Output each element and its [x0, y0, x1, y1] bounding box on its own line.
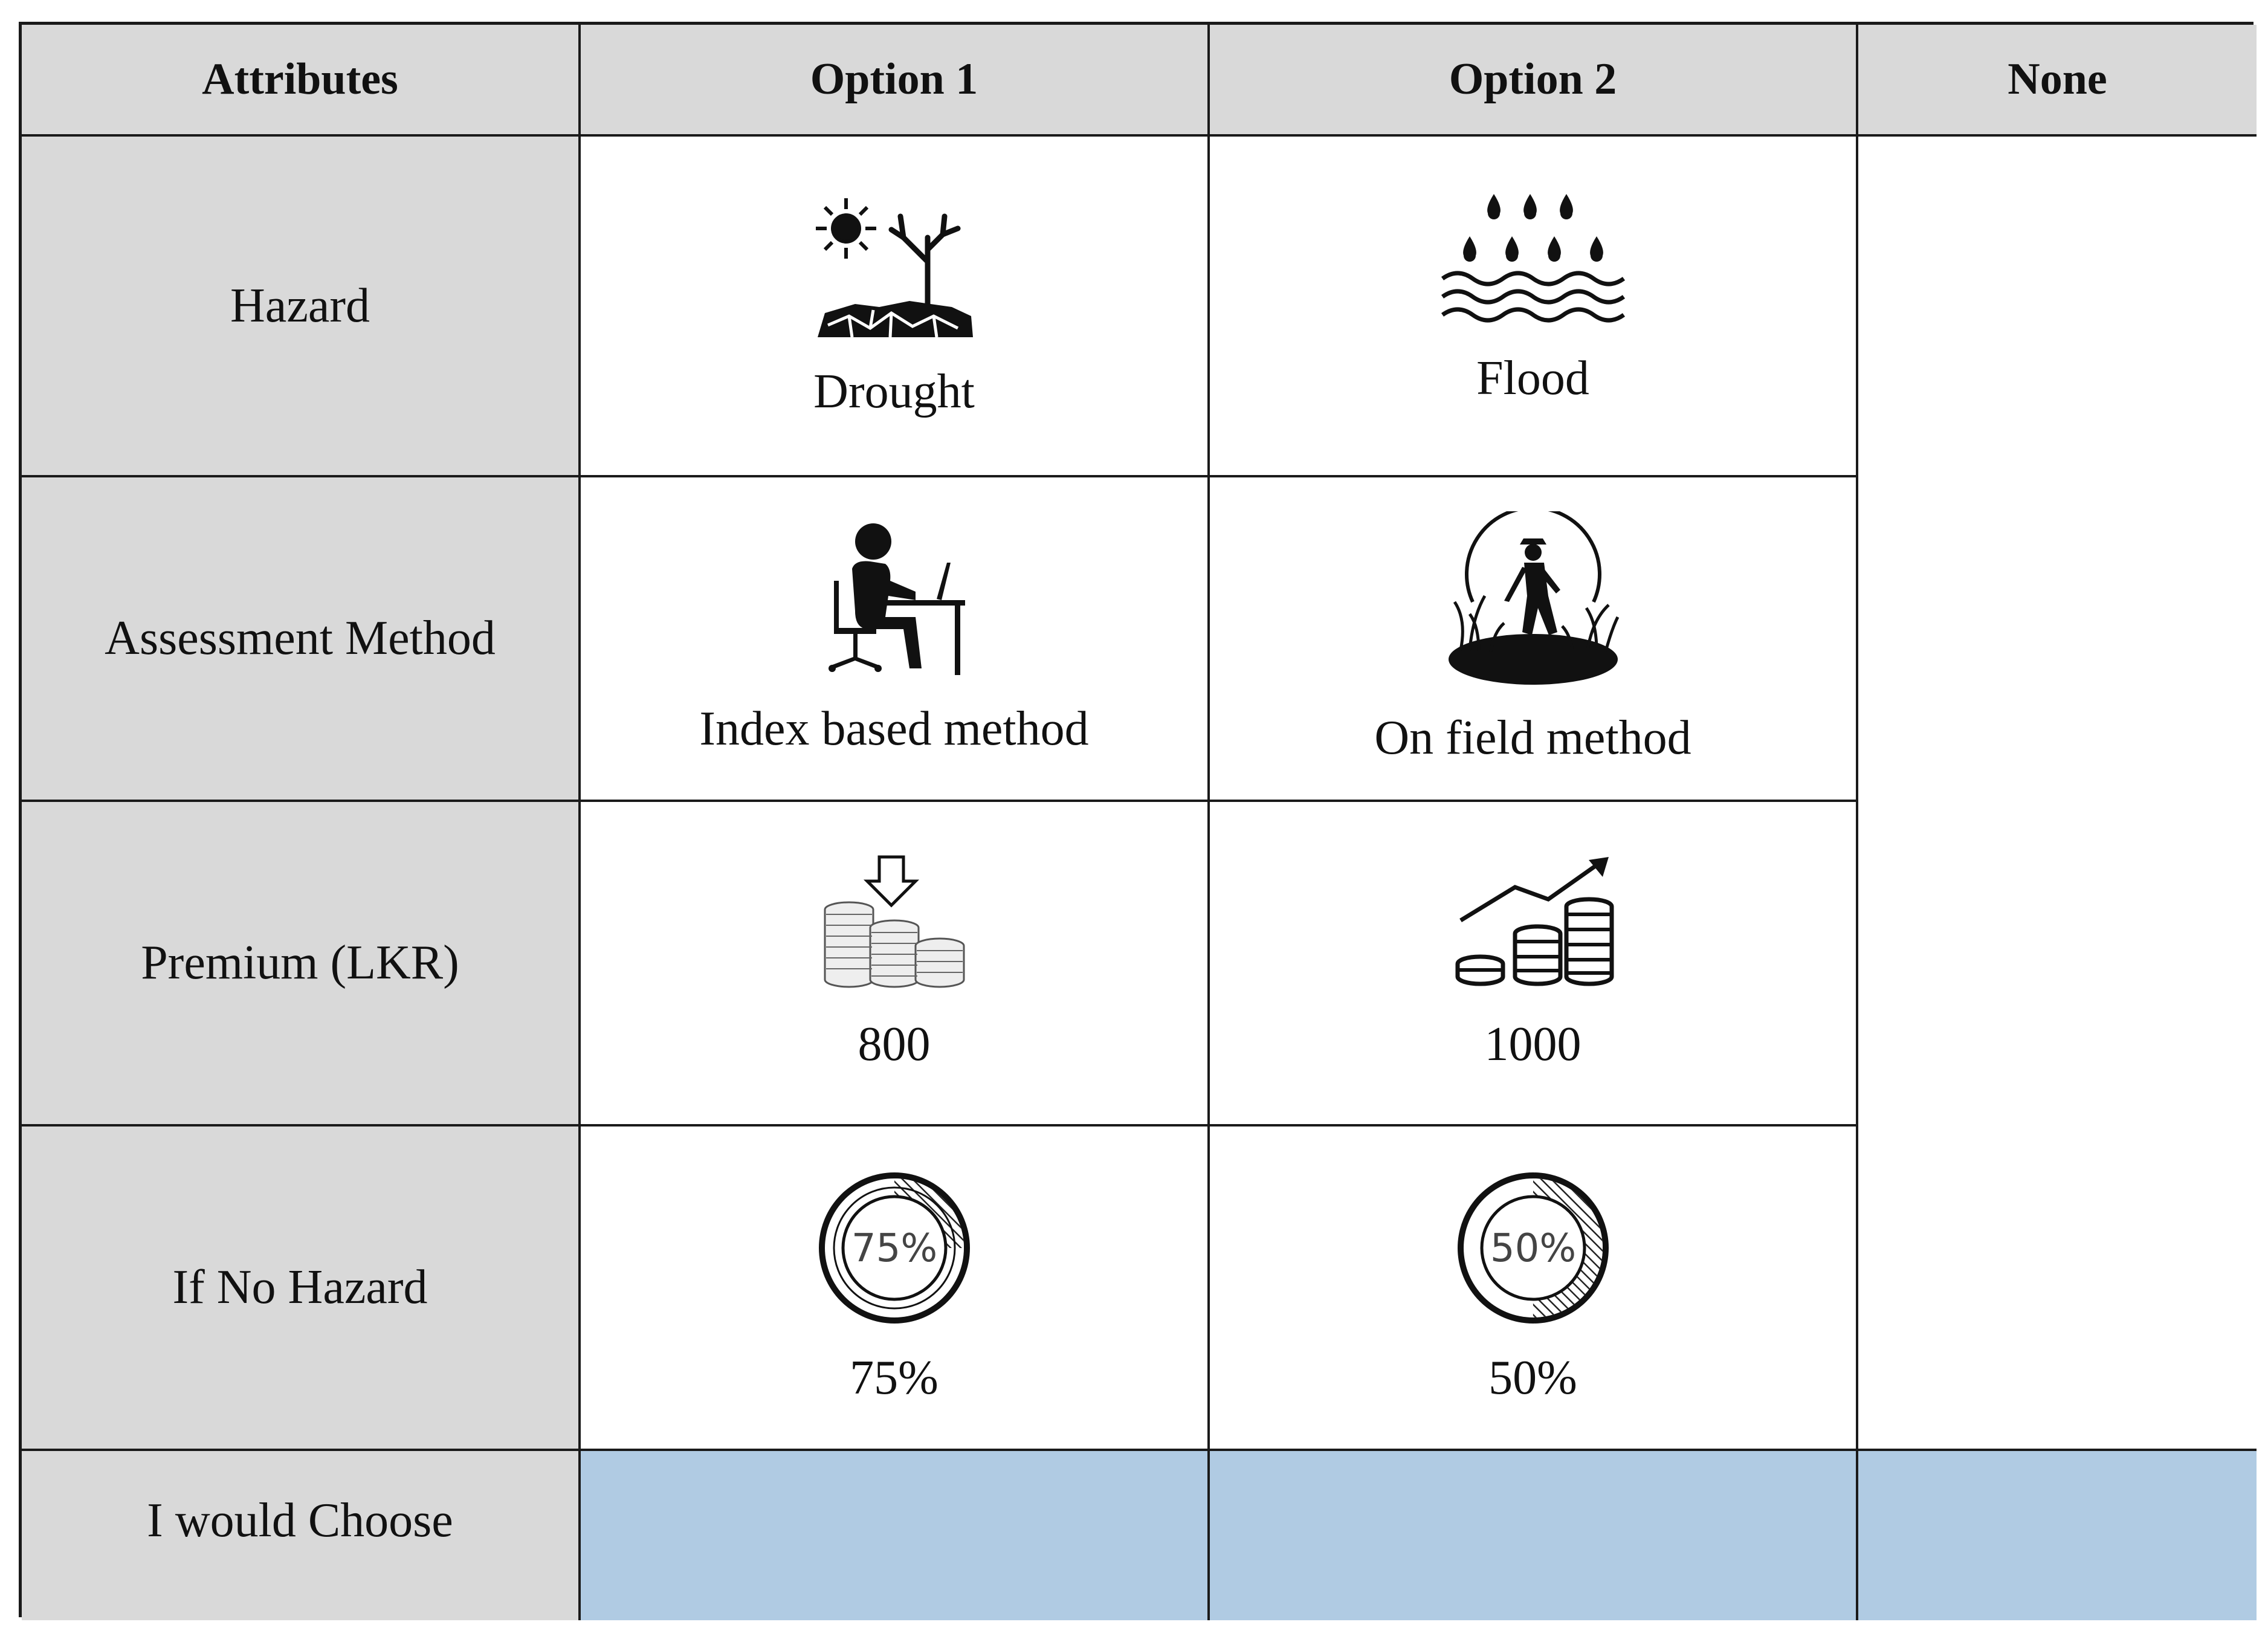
none-column-blank [1858, 137, 2257, 1451]
header-attributes: Attributes [22, 25, 581, 137]
assessment-option-1 [581, 477, 1210, 802]
no-hazard-option-2 [1210, 1126, 1858, 1451]
choice-card-table [19, 22, 2253, 1617]
assessment-option-2 [1210, 477, 1858, 802]
premium-option-2-label: 1000 [1484, 1018, 1581, 1071]
farmer-in-field-icon [1436, 511, 1630, 687]
assessment-option-1-label: Index based method [699, 702, 1089, 755]
header-none: None [1858, 25, 2257, 137]
premium-option-1 [581, 802, 1210, 1126]
hazard-option-1 [581, 137, 1210, 477]
premium-option-1-label: 800 [858, 1018, 931, 1071]
no-hazard-option-1-label: 75% [850, 1351, 939, 1404]
ring-percent-text-2: 50% [1490, 1226, 1576, 1271]
header-option-2: Option 2 [1210, 25, 1858, 137]
choose-none-cell[interactable] [1858, 1451, 2257, 1620]
row-label-premium: Premium (LKR) [22, 802, 581, 1126]
coins-up-trend-icon [1449, 854, 1618, 993]
person-at-laptop-icon [819, 520, 970, 677]
row-label-no-hazard: If No Hazard [22, 1126, 581, 1451]
assessment-option-2-label: On field method [1374, 711, 1691, 764]
premium-option-2 [1210, 802, 1858, 1126]
ring-percent-text-1: 75% [851, 1226, 937, 1271]
percent-ring-icon [813, 1169, 976, 1327]
choose-option-1-cell[interactable] [581, 1451, 1210, 1620]
percent-ring-icon [1452, 1169, 1615, 1327]
hazard-option-1-label: Drought [813, 365, 975, 418]
hazard-option-2-label: Flood [1476, 351, 1589, 405]
choose-option-2-cell[interactable] [1210, 1451, 1858, 1620]
flood-icon [1439, 188, 1627, 327]
row-label-choose: I would Choose [22, 1451, 581, 1620]
row-label-hazard: Hazard [22, 137, 581, 477]
row-label-assessment-method: Assessment Method [22, 477, 581, 802]
drought-icon [813, 192, 976, 340]
hazard-option-2 [1210, 137, 1858, 477]
header-option-1: Option 1 [581, 25, 1210, 137]
no-hazard-option-1 [581, 1126, 1210, 1451]
coins-down-arrow-icon [819, 854, 970, 993]
no-hazard-option-2-label: 50% [1488, 1351, 1577, 1404]
